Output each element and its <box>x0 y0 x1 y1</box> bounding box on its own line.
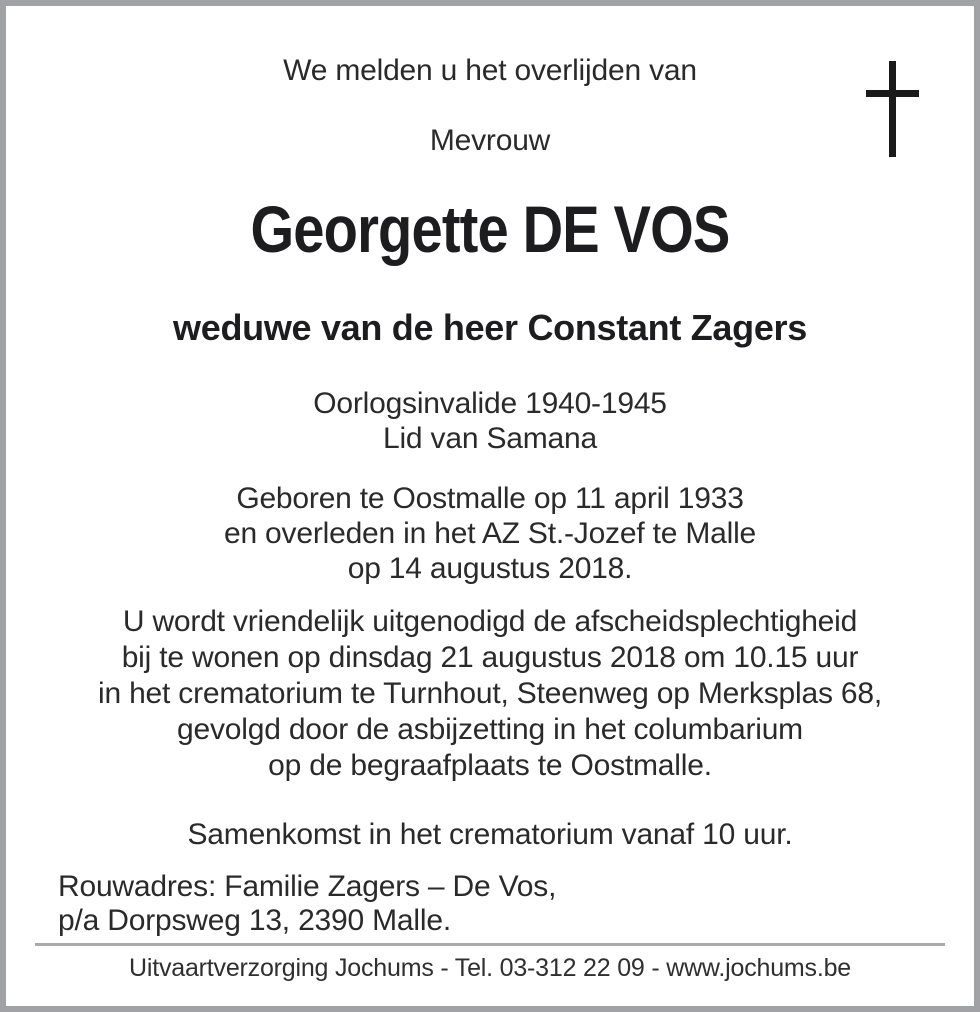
honors-block <box>6 386 974 456</box>
invitation-line: op de begraafplaats te Oostmalle. <box>268 749 712 782</box>
mourning-address-line: Rouwadres: Familie Zagers – De Vos, <box>58 870 557 903</box>
mourning-address-line: p/a Dorpsweg 13, 2390 Malle. <box>58 904 451 937</box>
invitation-line: bij te wonen op dinsdag 21 augustus 2018 om 10.15 uur <box>121 641 859 674</box>
invitation-line: gevolgd door de asbijzetting in het columbarium <box>177 713 803 746</box>
life-dates-block <box>6 481 974 586</box>
gathering-text: Samenkomst in het crematorium vanaf 10 uur. <box>187 818 793 851</box>
intro-text: We melden u het overlijden van <box>283 54 697 87</box>
funeral-home-info: Uitvaartverzorging Jochums - Tel. 03-312 22 09 - www.jochums.be <box>129 954 851 982</box>
life-dates-line: op 14 augustus 2018. <box>347 552 633 585</box>
invitation-line: U wordt vriendelijk uitgenodigd de afscheidsplechtigheid <box>122 605 858 638</box>
cross-horizontal-bar <box>866 90 919 97</box>
honor-line: Lid van Samana <box>382 422 597 455</box>
deceased-name: Georgette DE VOS <box>250 192 730 266</box>
invitation-line: in het crematorium te Turnhout, Steenweg op Merksplas 68, <box>97 677 882 710</box>
mourning-address-block <box>58 870 556 938</box>
honor-line: Oorlogsinvalide 1940-1945 <box>313 387 667 420</box>
footer-divider <box>35 943 945 946</box>
relation-text: weduwe van de heer Constant Zagers <box>173 307 807 348</box>
life-dates-line: Geboren te Oostmalle op 11 april 1933 <box>236 482 744 515</box>
invitation-block <box>6 604 974 784</box>
salutation-text: Mevrouw <box>429 124 551 157</box>
life-dates-line: en overleden in het AZ St.-Jozef te Malle <box>223 517 757 550</box>
